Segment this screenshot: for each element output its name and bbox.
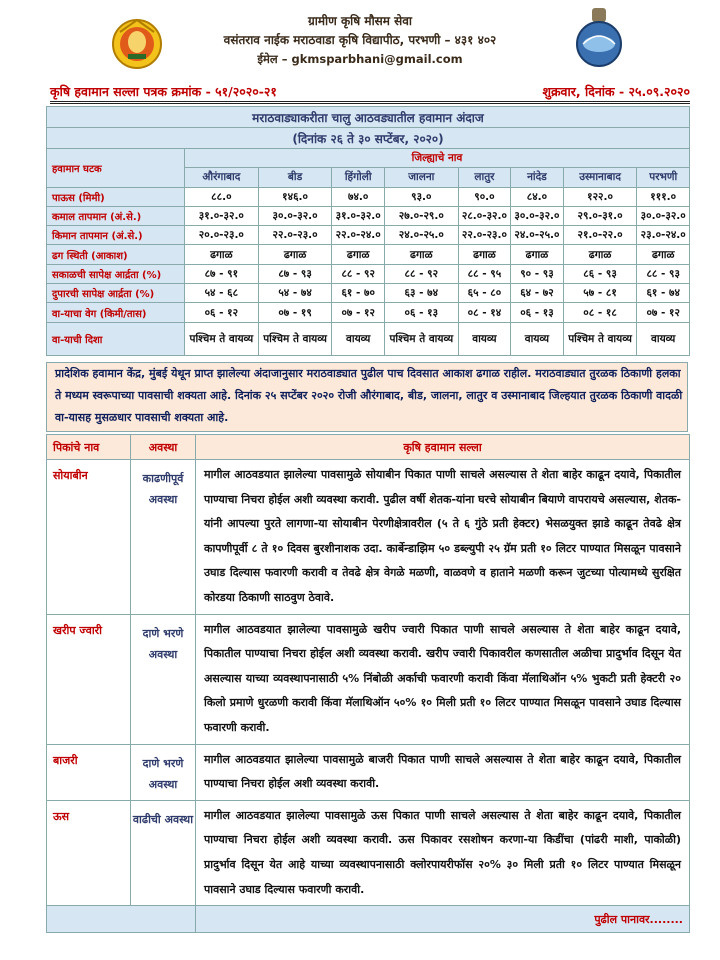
- forecast-value: ०७ - १९: [258, 303, 332, 322]
- next-page-link: पुढील पानावर........: [196, 906, 690, 933]
- advisory-text: मागील आठवडयात झालेल्या पावसामुळे ऊस पिकात पाणी साचले असल्यास ते शेता बाहेर काढून दयावे, पिकातील पाण्याचा निचरा होईल अशी व्यवस्था करावी. ऊस पिकावर रसशोषन करणा-या किडींचा (पांढरी माशी, पाकोळी) प्रादुर्भाव दिसून येत आहे याच्या व्यवस्थापनासाठी क्लोरपायरीफॉस २०% ३० मिली प्रती १० लिटर पाण्यात मिसळून पावसाने उघाड दिल्यास फवारणी करावी.: [196, 800, 690, 905]
- district-name: नांदेड: [511, 168, 564, 187]
- forecast-value: २२.०-२३.०: [258, 226, 332, 245]
- forecast-row: [47, 264, 690, 283]
- crop-name: खरीप ज्वारी: [47, 614, 131, 744]
- forecast-value: ९० - ९३: [511, 264, 564, 283]
- footer-blank: [47, 906, 196, 933]
- forecast-value: ढगाळ: [185, 245, 259, 264]
- advisory-text: मागील आठवडयात झालेल्या पावसामुळे सोयाबीन पिकात पाणी साचले असल्यास ते शेता बाहेर काढून दयावे, पिकातील पाण्याचा निचरा होईल अशी व्यवस्था करावी. पुढील वर्षी शेतक-यांना घरचे सोयाबीन बियाणे वापरायचे असल्यास, शेतक-यांनी आपल्या पुरते लागणा-या सोयाबीन पेरणीक्षेत्रावरील (५ ते ६ गुंठे प्रती हेक्टर) भेसळयुक्त झाडे काढून तेवढे क्षेत्र कापणीपूर्वी ८ ते १० दिवस बुरशीनाशक उदा. कार्बेन्डाझिम ५० डब्ल्युपी २५ ग्रॅम प्रती १० लिटर पाण्यात मिसळून पावसाने उघाड दिल्यास फवारणी करावी व तेवढे क्षेत्र वेगळे मळणी, वाळवणे व हाताने मळणी करून जुटच्या पोत्यामध्ये सुरक्षित कोरडया ठिकाणी साठवुण ठेवावे.: [196, 460, 690, 615]
- stage-header: अवस्था: [131, 435, 196, 460]
- forecast-value: ढगाळ: [563, 245, 637, 264]
- advisory-text: मागील आठवडयात झालेल्या पावसामुळे खरीप ज्वारी पिकात पाणी साचले असल्यास ते शेता बाहेर काढून दयावे, पिकातील पाण्याचा निचरा होईल अशी व्यवस्था करावी. खरीप ज्वारी पिकावरील कणसातील अळीचा प्रादुर्भाव दिसून येत असल्यास याच्या व्यवस्थापनासाठी ५% निंबोळी अर्काची फवारणी करावी किंवा मॅलाथिऑन ५% भुकटी प्रती हेक्टरी २० किलो प्रमाणे धुरळणी करावी किंवा मॅलाथिऑन ५०% १० मिली प्रती १० लिटर पाण्यात मिसळून पावसाने उघाड दिल्यास फवारणी करावी.: [196, 614, 690, 744]
- advisory-row: [47, 614, 690, 744]
- forecast-value: ढगाळ: [637, 245, 690, 264]
- forecast-value: ३०.०-३२.०: [511, 206, 564, 225]
- forecast-row: [47, 303, 690, 322]
- forecast-value: ८४.०: [511, 187, 564, 206]
- district-name: उस्मानाबाद: [563, 168, 637, 187]
- forecast-value: ८८ - ९५: [458, 264, 511, 283]
- forecast-value: ढगाळ: [511, 245, 564, 264]
- forecast-value: वायव्य: [332, 322, 385, 355]
- parameter-label: पाऊस (मिमी): [47, 187, 185, 206]
- crop-name: बाजरी: [47, 744, 131, 800]
- forecast-value: पश्चिम ते वायव्य: [185, 322, 259, 355]
- crop-stage: काढणीपूर्व अवस्था: [131, 460, 196, 615]
- forecast-value: ८८ - ९३: [637, 264, 690, 283]
- forecast-value: ०८ - १८: [563, 303, 637, 322]
- forecast-value: ६३ - ७४: [384, 284, 458, 303]
- forecast-value: वायव्य: [458, 322, 511, 355]
- bulletin-number: कृषि हवामान सल्ला पत्रक क्रमांक - ५१/२०२०-२१: [50, 84, 277, 99]
- regional-forecast-summary: प्रादेशिक हवामान केंद्र, मुंबई येथून प्राप्त झालेल्या अंदाजानुसार मराठवाड्यात पुढील पाच दिवसात आकाश ढगाळ राहील. मराठवाड्यात तुरळक ठिकाणी हलका ते मध्यम स्वरूपाच्या पावसाची शक्यता आहे. दिनांक २५ सप्टेंबर २०२० रोजी औरंगाबाद, बीड, जालना, लातुर व उस्मानाबाद जिल्हयात तुरळक ठिकाणी वादळी वा-यासह मुसळधार पावसाची शक्यता आहे.: [46, 362, 688, 432]
- forecast-value: ०६ - १३: [384, 303, 458, 322]
- weather-parameter-header: हवामान घटक: [47, 149, 185, 188]
- parameter-label: ढग स्थिती (आकाश): [47, 245, 185, 264]
- parameter-label: कमाल तापमान (अं.से.): [47, 206, 185, 225]
- parameter-label: सकाळची सापेक्ष आर्द्रता (%): [47, 264, 185, 283]
- forecast-value: १४६.०: [258, 187, 332, 206]
- bulletin-title-bar: [50, 80, 690, 102]
- district-name: परभणी: [637, 168, 690, 187]
- forecast-value: २२.०-२३.०: [458, 226, 511, 245]
- forecast-value: ८७ - ९१: [185, 264, 259, 283]
- crop-name-header: पिकांचे नाव: [47, 435, 131, 460]
- forecast-value: ०६ - १३: [511, 303, 564, 322]
- forecast-value: २३.०-२४.०: [637, 226, 690, 245]
- district-name: बीड: [258, 168, 332, 187]
- forecast-value: वायव्य: [637, 322, 690, 355]
- parameter-label: वा-याची दिशा: [47, 322, 185, 355]
- forecast-value: ८७ - ९३: [258, 264, 332, 283]
- forecast-row: [47, 206, 690, 225]
- forecast-value: ढगाळ: [258, 245, 332, 264]
- forecast-row: [47, 284, 690, 303]
- forecast-value: ६१ - ७४: [637, 284, 690, 303]
- forecast-value: ढगाळ: [384, 245, 458, 264]
- forecast-value: ढगाळ: [332, 245, 385, 264]
- forecast-value: २४.०-२५.०: [511, 226, 564, 245]
- advisory-header: कृषि हवामान सल्ला: [196, 435, 690, 460]
- crop-name: सोयाबीन: [47, 460, 131, 615]
- forecast-title: मराठवाड्याकरीता चालु आठवड्यातील हवामान अंदाज: [47, 107, 690, 128]
- district-names-header: जिल्ह्याचे नाव: [185, 149, 690, 168]
- parameter-label: किमान तापमान (अं.से.): [47, 226, 185, 245]
- district-name: जालना: [384, 168, 458, 187]
- institution-block: [150, 12, 570, 68]
- forecast-value: ८८.०: [185, 187, 259, 206]
- forecast-value: ३१.०-३२.०: [332, 206, 385, 225]
- forecast-value: ०७ - १२: [637, 303, 690, 322]
- forecast-value: ६१ - ७०: [332, 284, 385, 303]
- advisory-row: [47, 744, 690, 800]
- imd-emblem-icon: [574, 6, 624, 70]
- forecast-value: ३१.०-३२.०: [185, 206, 259, 225]
- district-name: हिंगोली: [332, 168, 385, 187]
- forecast-value: ५७ - ८१: [563, 284, 637, 303]
- forecast-value: ढगाळ: [458, 245, 511, 264]
- forecast-value: ०८ - १४: [458, 303, 511, 322]
- university-name: वसंतराव नाईक मराठवाडा कृषि विद्यापीठ, परभणी – ४३१ ४०२: [223, 33, 497, 47]
- letterhead: [0, 0, 720, 80]
- forecast-row: [47, 245, 690, 264]
- forecast-value: ३०.०-३२.०: [258, 206, 332, 225]
- forecast-value: ०७ - १२: [332, 303, 385, 322]
- forecast-value: ९०.०: [458, 187, 511, 206]
- crop-stage: वाढीची अवस्था: [131, 800, 196, 905]
- forecast-value: ५४ - ६८: [185, 284, 259, 303]
- forecast-value: ६५ - ८०: [458, 284, 511, 303]
- advisory-row: [47, 800, 690, 905]
- forecast-value: २९.०-३१.०: [563, 206, 637, 225]
- advisory-text: मागील आठवडयात झालेल्या पावसामुळे बाजरी पिकात पाणी साचले असल्यास ते शेता बाहेर काढून दयावे, पिकातील पाण्याचा निचरा होईल अशी व्यवस्था करावी.: [196, 744, 690, 800]
- forecast-value: २७.०-२९.०: [384, 206, 458, 225]
- forecast-value: पश्चिम ते वायव्य: [258, 322, 332, 355]
- weather-forecast-table: [46, 106, 690, 356]
- parameter-label: दुपारची सापेक्ष आर्द्रता (%): [47, 284, 185, 303]
- forecast-value: २१.०-२२.०: [563, 226, 637, 245]
- forecast-value: ९३.०: [384, 187, 458, 206]
- forecast-value: १११.०: [637, 187, 690, 206]
- crop-name: ऊस: [47, 800, 131, 905]
- forecast-value: ३०.०-३२.०: [637, 206, 690, 225]
- forecast-value: ८६ - ९३: [563, 264, 637, 283]
- forecast-row: [47, 226, 690, 245]
- forecast-value: ६४ - ७२: [511, 284, 564, 303]
- header-divider: [50, 101, 690, 104]
- crop-stage: दाणे भरणे अवस्था: [131, 614, 196, 744]
- forecast-date-range: (दिनांक २६ ते ३० सप्टेंबर, २०२०): [47, 128, 690, 149]
- forecast-value: ८८ - ९२: [384, 264, 458, 283]
- forecast-value: ५४ - ७४: [258, 284, 332, 303]
- forecast-value: पश्चिम ते वायव्य: [384, 322, 458, 355]
- forecast-value: २८.०-३२.०: [458, 206, 511, 225]
- forecast-value: २२.०-२४.०: [332, 226, 385, 245]
- crop-stage: दाणे भरणे अवस्था: [131, 744, 196, 800]
- forecast-value: २४.०-२५.०: [384, 226, 458, 245]
- forecast-value: २०.०-२३.०: [185, 226, 259, 245]
- forecast-value: वायव्य: [511, 322, 564, 355]
- forecast-value: १२२.०: [563, 187, 637, 206]
- advisory-row: [47, 460, 690, 615]
- forecast-value: ७४.०: [332, 187, 385, 206]
- agro-advisory-table: [46, 434, 690, 933]
- parameter-label: वा-याचा वेग (किमी/तास): [47, 303, 185, 322]
- email-line: ईमेल – gkmsparbhani@gmail.com: [257, 52, 463, 66]
- district-name: औरंगाबाद: [185, 168, 259, 187]
- forecast-row: [47, 322, 690, 355]
- forecast-value: ०६ - १२: [185, 303, 259, 322]
- bulletin-date: शुक्रवार, दिनांक - २५.०९.२०२०: [542, 84, 690, 99]
- service-name: ग्रामीण कृषि मौसम सेवा: [307, 14, 413, 28]
- forecast-value: पश्चिम ते वायव्य: [563, 322, 637, 355]
- forecast-row: [47, 187, 690, 206]
- district-name: लातुर: [458, 168, 511, 187]
- forecast-value: ८८ - ९२: [332, 264, 385, 283]
